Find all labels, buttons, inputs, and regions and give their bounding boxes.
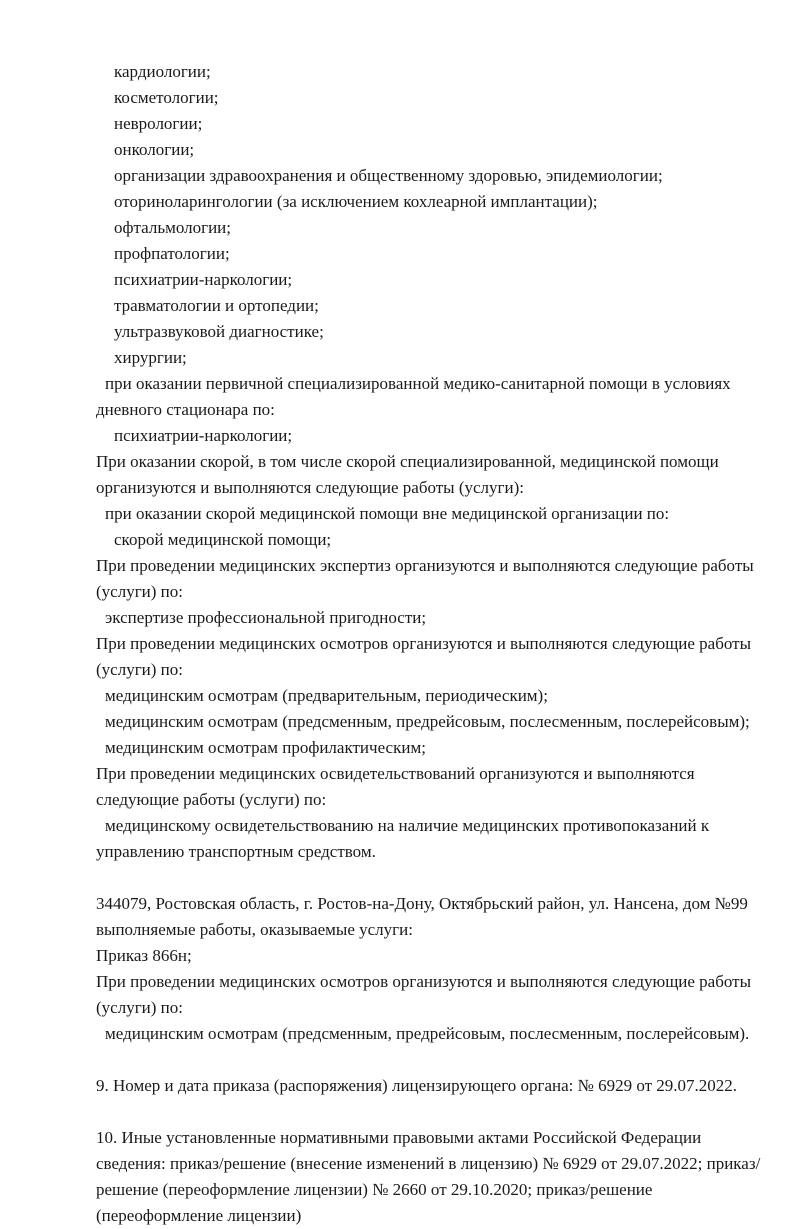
paragraph: При проведении медицинских осмотров организуются и выполняются следующие работы (услуги) по:	[96, 972, 751, 1017]
paragraph: профпатологии;	[114, 244, 230, 263]
paragraph: Приказ 866н;	[96, 946, 192, 965]
paragraph: скорой медицинской помощи;	[114, 530, 332, 549]
paragraph: косметологии;	[114, 88, 219, 107]
paragraph: при оказании скорой медицинской помощи вне медицинской организации по:	[105, 504, 670, 523]
paragraph: При проведении медицинских осмотров организуются и выполняются следующие работы (услуги) по:	[96, 634, 751, 679]
paragraph: офтальмологии;	[114, 218, 231, 237]
paragraph: медицинским осмотрам (предсменным, предрейсовым, послесменным, послерейсовым);	[105, 712, 750, 731]
paragraph: При проведении медицинских экспертиз организуются и выполняются следующие работы (услуги) по:	[96, 556, 754, 601]
paragraph: При проведении медицинских освидетельствований организуются и выполняются следующие работы (услуги) по:	[96, 764, 695, 809]
document-body	[96, 59, 768, 1229]
paragraph: неврологии;	[114, 114, 203, 133]
paragraph: ультразвуковой диагностике;	[114, 322, 324, 341]
paragraph: медицинскому освидетельствованию на наличие медицинских противопоказаний к управлению транспортным средством.	[96, 816, 710, 861]
paragraph: 10. Иные установленные нормативными правовыми актами Российской Федерации сведения: приказ/решение (внесение изменений в лицензию) № 6929 от 29.07.2022; приказ/решение (переоформление лицензии) № 2660 от 29.10.2020; приказ/решение (переоформление лицензии)	[96, 1128, 761, 1225]
paragraph: психиатрии-наркологии;	[114, 270, 293, 289]
paragraph: медицинским осмотрам (предсменным, предрейсовым, послесменным, послерейсовым).	[105, 1024, 750, 1043]
paragraph: организации здравоохранения и общественному здоровью, эпидемиологии;	[114, 166, 663, 185]
paragraph: хирургии;	[114, 348, 187, 367]
paragraph: выполняемые работы, оказываемые услуги:	[96, 920, 413, 939]
paragraph: экспертизе профессиональной пригодности;	[105, 608, 427, 627]
paragraph: оториноларингологии (за исключением кохлеарной имплантации);	[114, 192, 598, 211]
paragraph: психиатрии-наркологии;	[114, 426, 293, 445]
paragraph: 9. Номер и дата приказа (распоряжения) лицензирующего органа: № 6929 от 29.07.2022.	[96, 1076, 738, 1095]
paragraph: медицинским осмотрам (предварительным, периодическим);	[105, 686, 548, 705]
paragraph: онкологии;	[114, 140, 195, 159]
paragraph: при оказании первичной специализированной медико-санитарной помощи в условиях дневного стационара по:	[96, 374, 731, 419]
paragraph: При оказании скорой, в том числе скорой специализированной, медицинской помощи организуются и выполняются следующие работы (услуги):	[96, 452, 719, 497]
paragraph: медицинским осмотрам профилактическим;	[105, 738, 426, 757]
paragraph: травматологии и ортопедии;	[114, 296, 319, 315]
paragraph: кардиологии;	[114, 62, 211, 81]
paragraph: 344079, Ростовская область, г. Ростов-на-Дону, Октябрьский район, ул. Нансена, дом №99	[96, 894, 748, 913]
